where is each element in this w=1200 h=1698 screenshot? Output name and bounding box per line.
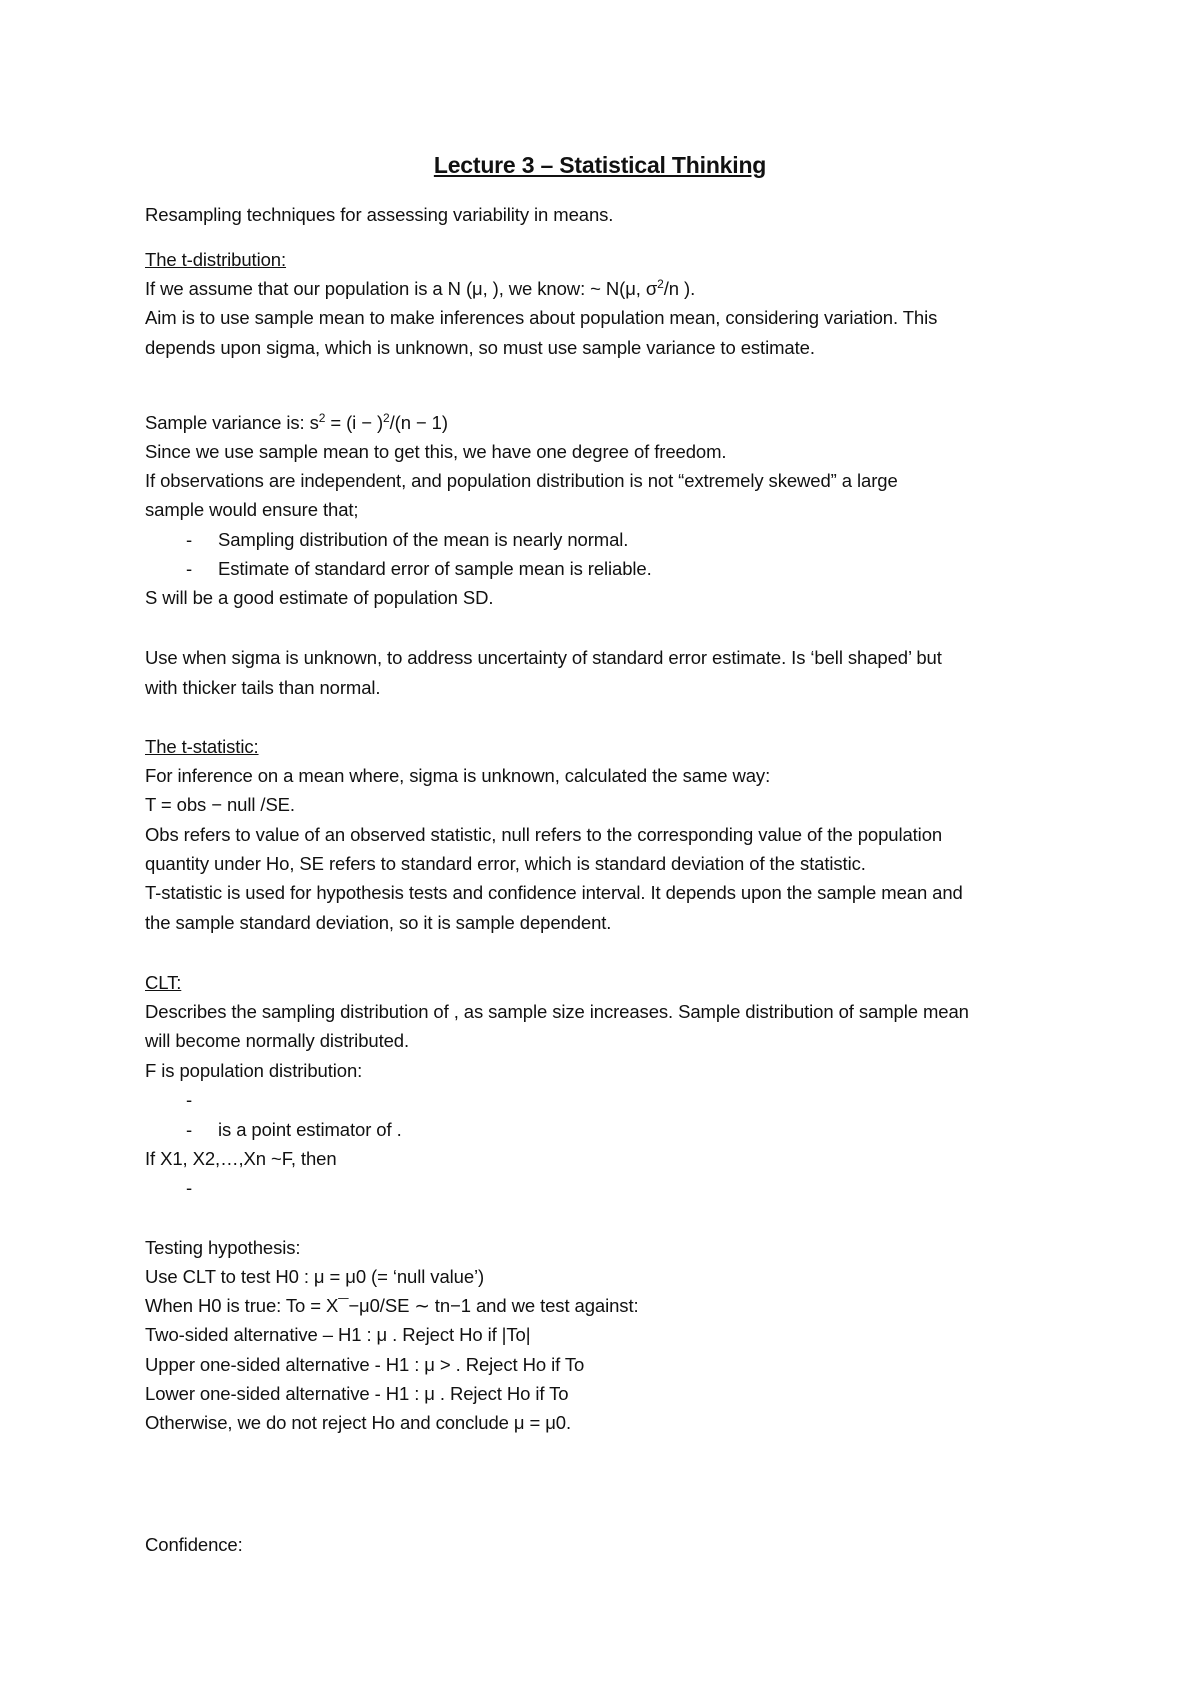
sample-variance-line-6: Use when sigma is unknown, to address uncertainty of standard error estimate. Is ‘bell shaped’ but <box>145 647 942 668</box>
t-distribution-line-1b: /n ). <box>663 278 696 299</box>
sample-variance-a: Sample variance is: s <box>145 412 319 433</box>
sample-variance-line-3: If observations are independent, and population distribution is not “extremely skewed” a large <box>145 470 898 491</box>
clt-line-1: Describes the sampling distribution of , as sample size increases. Sample distribution of sample mean <box>145 1001 969 1022</box>
bullet-item: Sampling distribution of the mean is nearly normal. <box>218 529 629 550</box>
bullet-marker: - <box>186 529 193 550</box>
testing-line-1: Use CLT to test H0 : μ = μ0 (= ‘null value’) <box>145 1266 485 1287</box>
bullet-marker: - <box>186 1089 193 1110</box>
clt-bullet-2: is a point estimator of . <box>218 1119 402 1140</box>
intro-text: Resampling techniques for assessing variability in means. <box>145 204 614 225</box>
t-distribution-line-1 <box>145 276 695 302</box>
bullet-item: Estimate of standard error of sample mean is reliable. <box>218 558 652 579</box>
sample-variance-c: /(n − 1) <box>389 412 448 433</box>
squared-sup: 2 <box>383 410 390 425</box>
t-distribution-heading: The t-distribution: <box>145 249 287 270</box>
bullet-marker: - <box>186 558 193 579</box>
t-statistic-line-4: quantity under Ho, SE refers to standard error, which is standard deviation of the statistic. <box>145 853 866 874</box>
t-statistic-heading: The t-statistic: <box>145 736 259 757</box>
bullet-marker: - <box>186 1119 193 1140</box>
clt-line-3: F is population distribution: <box>145 1060 363 1081</box>
testing-line-3: Two-sided alternative – H1 : μ . Reject Ho if |To| <box>145 1324 531 1345</box>
sample-variance-line-4: sample would ensure that; <box>145 499 359 520</box>
testing-line-2: When H0 is true: To = X¯−μ0/SE ∼ tn−1 and we test against: <box>145 1295 639 1316</box>
testing-line-6: Otherwise, we do not reject Ho and conclude μ = μ0. <box>145 1412 572 1433</box>
clt-line-4: If X1, X2,…,Xn ~F, then <box>145 1148 337 1169</box>
confidence-heading: Confidence: <box>145 1534 243 1555</box>
t-distribution-line-2: Aim is to use sample mean to make inferences about population mean, considering variation. This <box>145 307 938 328</box>
t-statistic-line-3: Obs refers to value of an observed statistic, null refers to the corresponding value of the population <box>145 824 943 845</box>
clt-heading: CLT: <box>145 972 182 993</box>
sample-variance-line-7: with thicker tails than normal. <box>145 677 381 698</box>
sample-variance-b: = (i − ) <box>325 412 384 433</box>
sample-variance-line-5: S will be a good estimate of population SD. <box>145 587 494 608</box>
testing-line-4: Upper one-sided alternative - H1 : μ > . Reject Ho if To <box>145 1354 585 1375</box>
s-squared-sup: 2 <box>318 410 326 425</box>
t-statistic-line-5: T-statistic is used for hypothesis tests and confidence interval. It depends upon the sample mean and <box>145 882 963 903</box>
t-statistic-line-6: the sample standard deviation, so it is sample dependent. <box>145 912 612 933</box>
t-statistic-line-2: T = obs − null /SE. <box>145 794 295 815</box>
t-statistic-line-1: For inference on a mean where, sigma is unknown, calculated the same way: <box>145 765 771 786</box>
page-title: Lecture 3 – Statistical Thinking <box>433 152 767 178</box>
clt-line-2: will become normally distributed. <box>145 1030 410 1051</box>
sample-variance-line-2: Since we use sample mean to get this, we have one degree of freedom. <box>145 441 727 462</box>
testing-line-5: Lower one-sided alternative - H1 : μ . Reject Ho if To <box>145 1383 569 1404</box>
t-distribution-line-3: depends upon sigma, which is unknown, so must use sample variance to estimate. <box>145 337 815 358</box>
testing-heading: Testing hypothesis: <box>145 1237 301 1258</box>
t-distribution-line-1a: If we assume that our population is a N (μ, ), we know: ~ N(μ, σ <box>145 278 658 299</box>
sigma-squared-sup: 2 <box>657 276 664 291</box>
bullet-marker: - <box>186 1177 193 1198</box>
sample-variance-formula <box>145 410 448 436</box>
